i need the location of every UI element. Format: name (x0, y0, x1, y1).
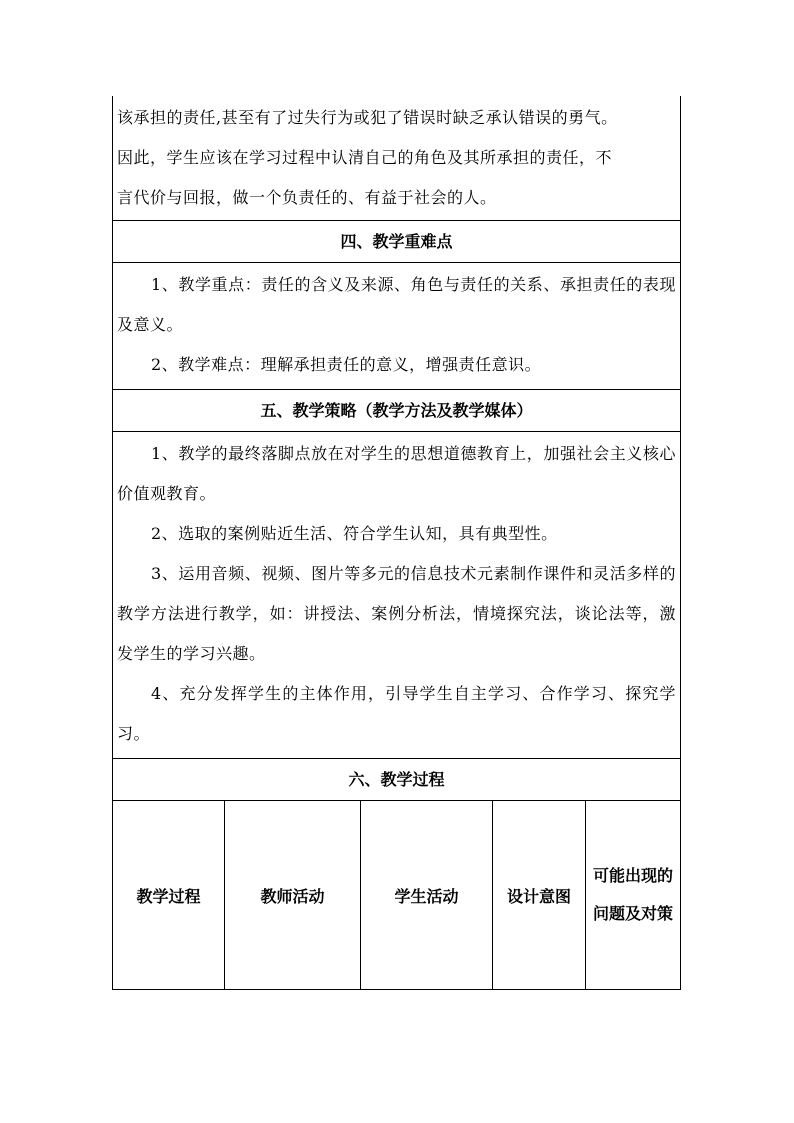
issues-header-line: 问题及对策 (592, 904, 673, 923)
intro-line: 言代价与回报，做一个负责任的、有益于社会的人。 (117, 188, 497, 207)
strategy-item: 1、教学的最终落脚点放在对学生的思想道德教育上，加强社会主义核心价值观教育。 (117, 444, 676, 503)
key-point-item: 1、教学重点：责任的含义及来源、角色与责任的关系、承担责任的表现及意义。 (117, 275, 676, 334)
key-difficult-points-body (113, 262, 680, 389)
teaching-strategy-body (113, 431, 680, 758)
difficult-point-item: 2、教学难点：理解承担责任的意义，增强责任意识。 (151, 355, 542, 374)
process-column-header: 教学过程 (113, 801, 225, 989)
strategy-item: 4、充分发挥学生的主体作用，引导学生自主学习、合作学习、探究学习。 (117, 684, 676, 743)
design-intent-column-header: 设计意图 (493, 801, 586, 989)
section-title-teaching-strategy: 五、教学策略（教学方法及教学媒体） (113, 389, 680, 431)
section-title-key-difficult-points: 四、教学重难点 (113, 220, 680, 262)
intro-block (113, 96, 680, 220)
process-header-row (113, 800, 680, 989)
intro-line: 因此，学生应该在学习过程中认清自己的角色及其所承担的责任，不 (117, 148, 613, 167)
issues-countermeasures-column-header (586, 801, 680, 989)
strategy-item: 2、选取的案例贴近生活、符合学生认知，具有典型性。 (151, 524, 558, 543)
section-title-teaching-process: 六、教学过程 (113, 758, 680, 800)
lesson-plan-table (112, 96, 681, 990)
teacher-activity-column-header: 教师活动 (225, 801, 361, 989)
intro-line: 该承担的责任,甚至有了过失行为或犯了错误时缺乏承认错误的勇气。 (117, 108, 618, 127)
issues-header-line: 可能出现的 (592, 866, 673, 885)
student-activity-column-header: 学生活动 (361, 801, 493, 989)
strategy-item: 3、运用音频、视频、图片等多元的信息技术元素制作课件和灵活多样的教学方法进行教学，如：讲授法、案例分析法，情境探究法，谈论法等，激发学生的学习兴趣。 (117, 564, 676, 663)
